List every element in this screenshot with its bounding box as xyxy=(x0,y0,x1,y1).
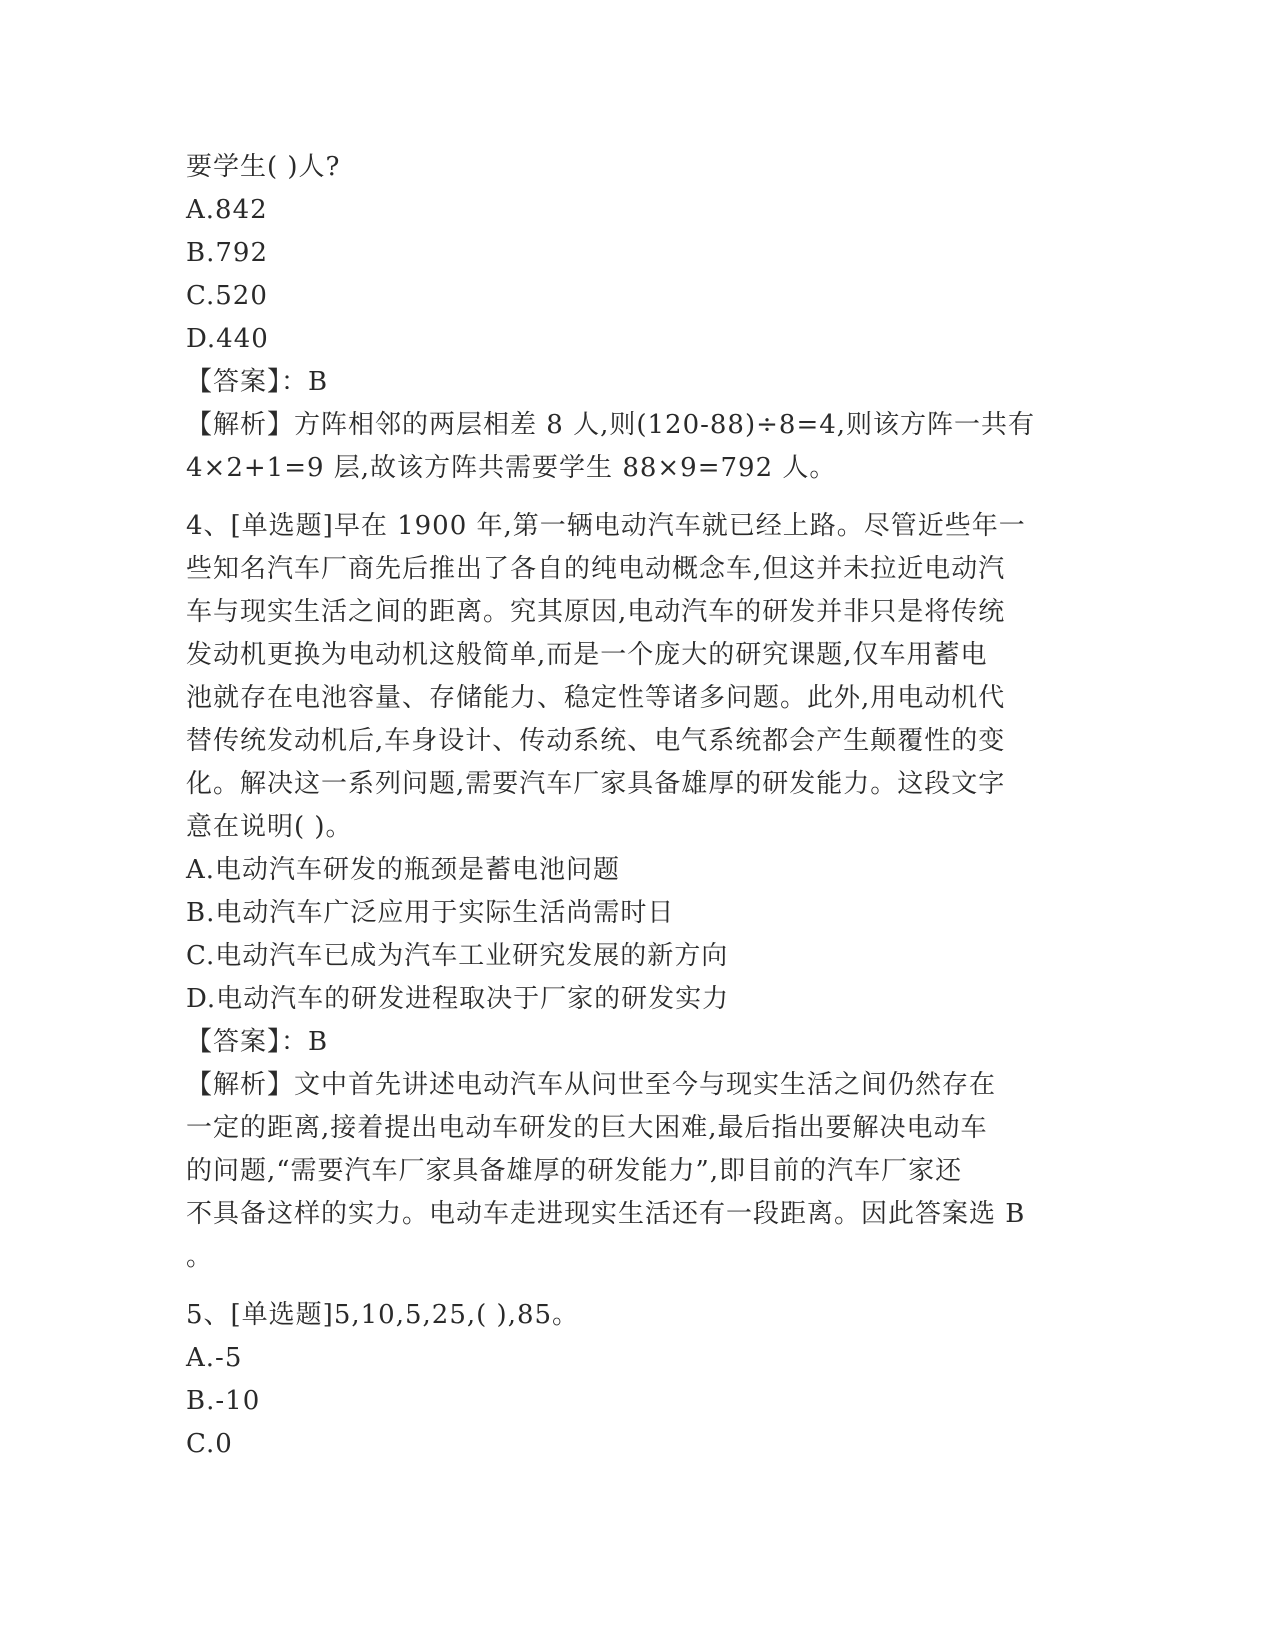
question-text-line: 化。解决这一系列问题,需要汽车厂家具备雄厚的研发能力。这段文字 xyxy=(186,769,1006,799)
question-5 xyxy=(186,1294,1086,1466)
analysis-line: 不具备这样的实力。电动车走进现实生活还有一段距离。因此答案选 B xyxy=(186,1199,1026,1229)
answer-line: 【答案】：B xyxy=(186,1027,329,1057)
question-text-line: 池就存在电池容量、存储能力、稳定性等诸多问题。此外,用电动机代 xyxy=(186,683,1006,713)
question-text-line: 5、[单选题]5,10,5,25,( ),85。 xyxy=(186,1300,580,1330)
question-text-line: 替传统发动机后,车身设计、传动系统、电气系统都会产生颠覆性的变 xyxy=(186,726,1006,756)
analysis-line: 。 xyxy=(186,1242,214,1272)
option-a: A.电动汽车研发的瓶颈是蓄电池问题 xyxy=(186,855,621,885)
question-3-tail xyxy=(186,146,1086,490)
option-b: B.电动汽车广泛应用于实际生活尚需时日 xyxy=(186,898,675,928)
answer-line: 【答案】：B xyxy=(186,367,329,397)
paragraph-gap xyxy=(186,1279,1086,1294)
option-a: A.842 xyxy=(186,195,268,225)
option-b: B.792 xyxy=(186,238,268,268)
question-text-line: 些知名汽车厂商先后推出了各自的纯电动概念车,但这并未拉近电动汽 xyxy=(186,554,1006,584)
paragraph-gap xyxy=(186,490,1086,505)
option-c: C.0 xyxy=(186,1429,233,1459)
option-b: B.-10 xyxy=(186,1386,261,1416)
analysis-line: 的问题,“需要汽车厂家具备雄厚的研发能力”,即目前的汽车厂家还 xyxy=(186,1156,963,1186)
question-text-line: 车与现实生活之间的距离。究其原因,电动汽车的研发并非只是将传统 xyxy=(186,597,1006,627)
question-text-line: 要学生( )人? xyxy=(186,152,341,182)
question-text-line: 发动机更换为电动机这般简单,而是一个庞大的研究课题,仅车用蓄电 xyxy=(186,640,988,670)
analysis-line: 【解析】文中首先讲述电动汽车从问世至今与现实生活之间仍然存在 xyxy=(186,1070,997,1100)
option-d: D.电动汽车的研发进程取决于厂家的研发实力 xyxy=(186,984,730,1014)
option-d: D.440 xyxy=(186,324,269,354)
analysis-line: 一定的距离,接着提出电动车研发的巨大困难,最后指出要解决电动车 xyxy=(186,1113,988,1143)
option-c: C.520 xyxy=(186,281,268,311)
analysis-line: 4×2+1=9 层,故该方阵共需要学生 88×9=792 人。 xyxy=(186,453,837,483)
question-4 xyxy=(186,505,1086,1279)
analysis-line: 【解析】方阵相邻的两层相差 8 人,则(120-88)÷8=4,则该方阵一共有 xyxy=(186,410,1036,440)
option-a: A.-5 xyxy=(186,1343,243,1373)
question-text-line: 4、[单选题]早在 1900 年,第一辆电动汽车就已经上路。尽管近些年一 xyxy=(186,511,1026,541)
option-c: C.电动汽车已成为汽车工业研究发展的新方向 xyxy=(186,941,729,971)
document-content xyxy=(186,146,1086,1466)
question-text-line: 意在说明( )。 xyxy=(186,812,353,842)
